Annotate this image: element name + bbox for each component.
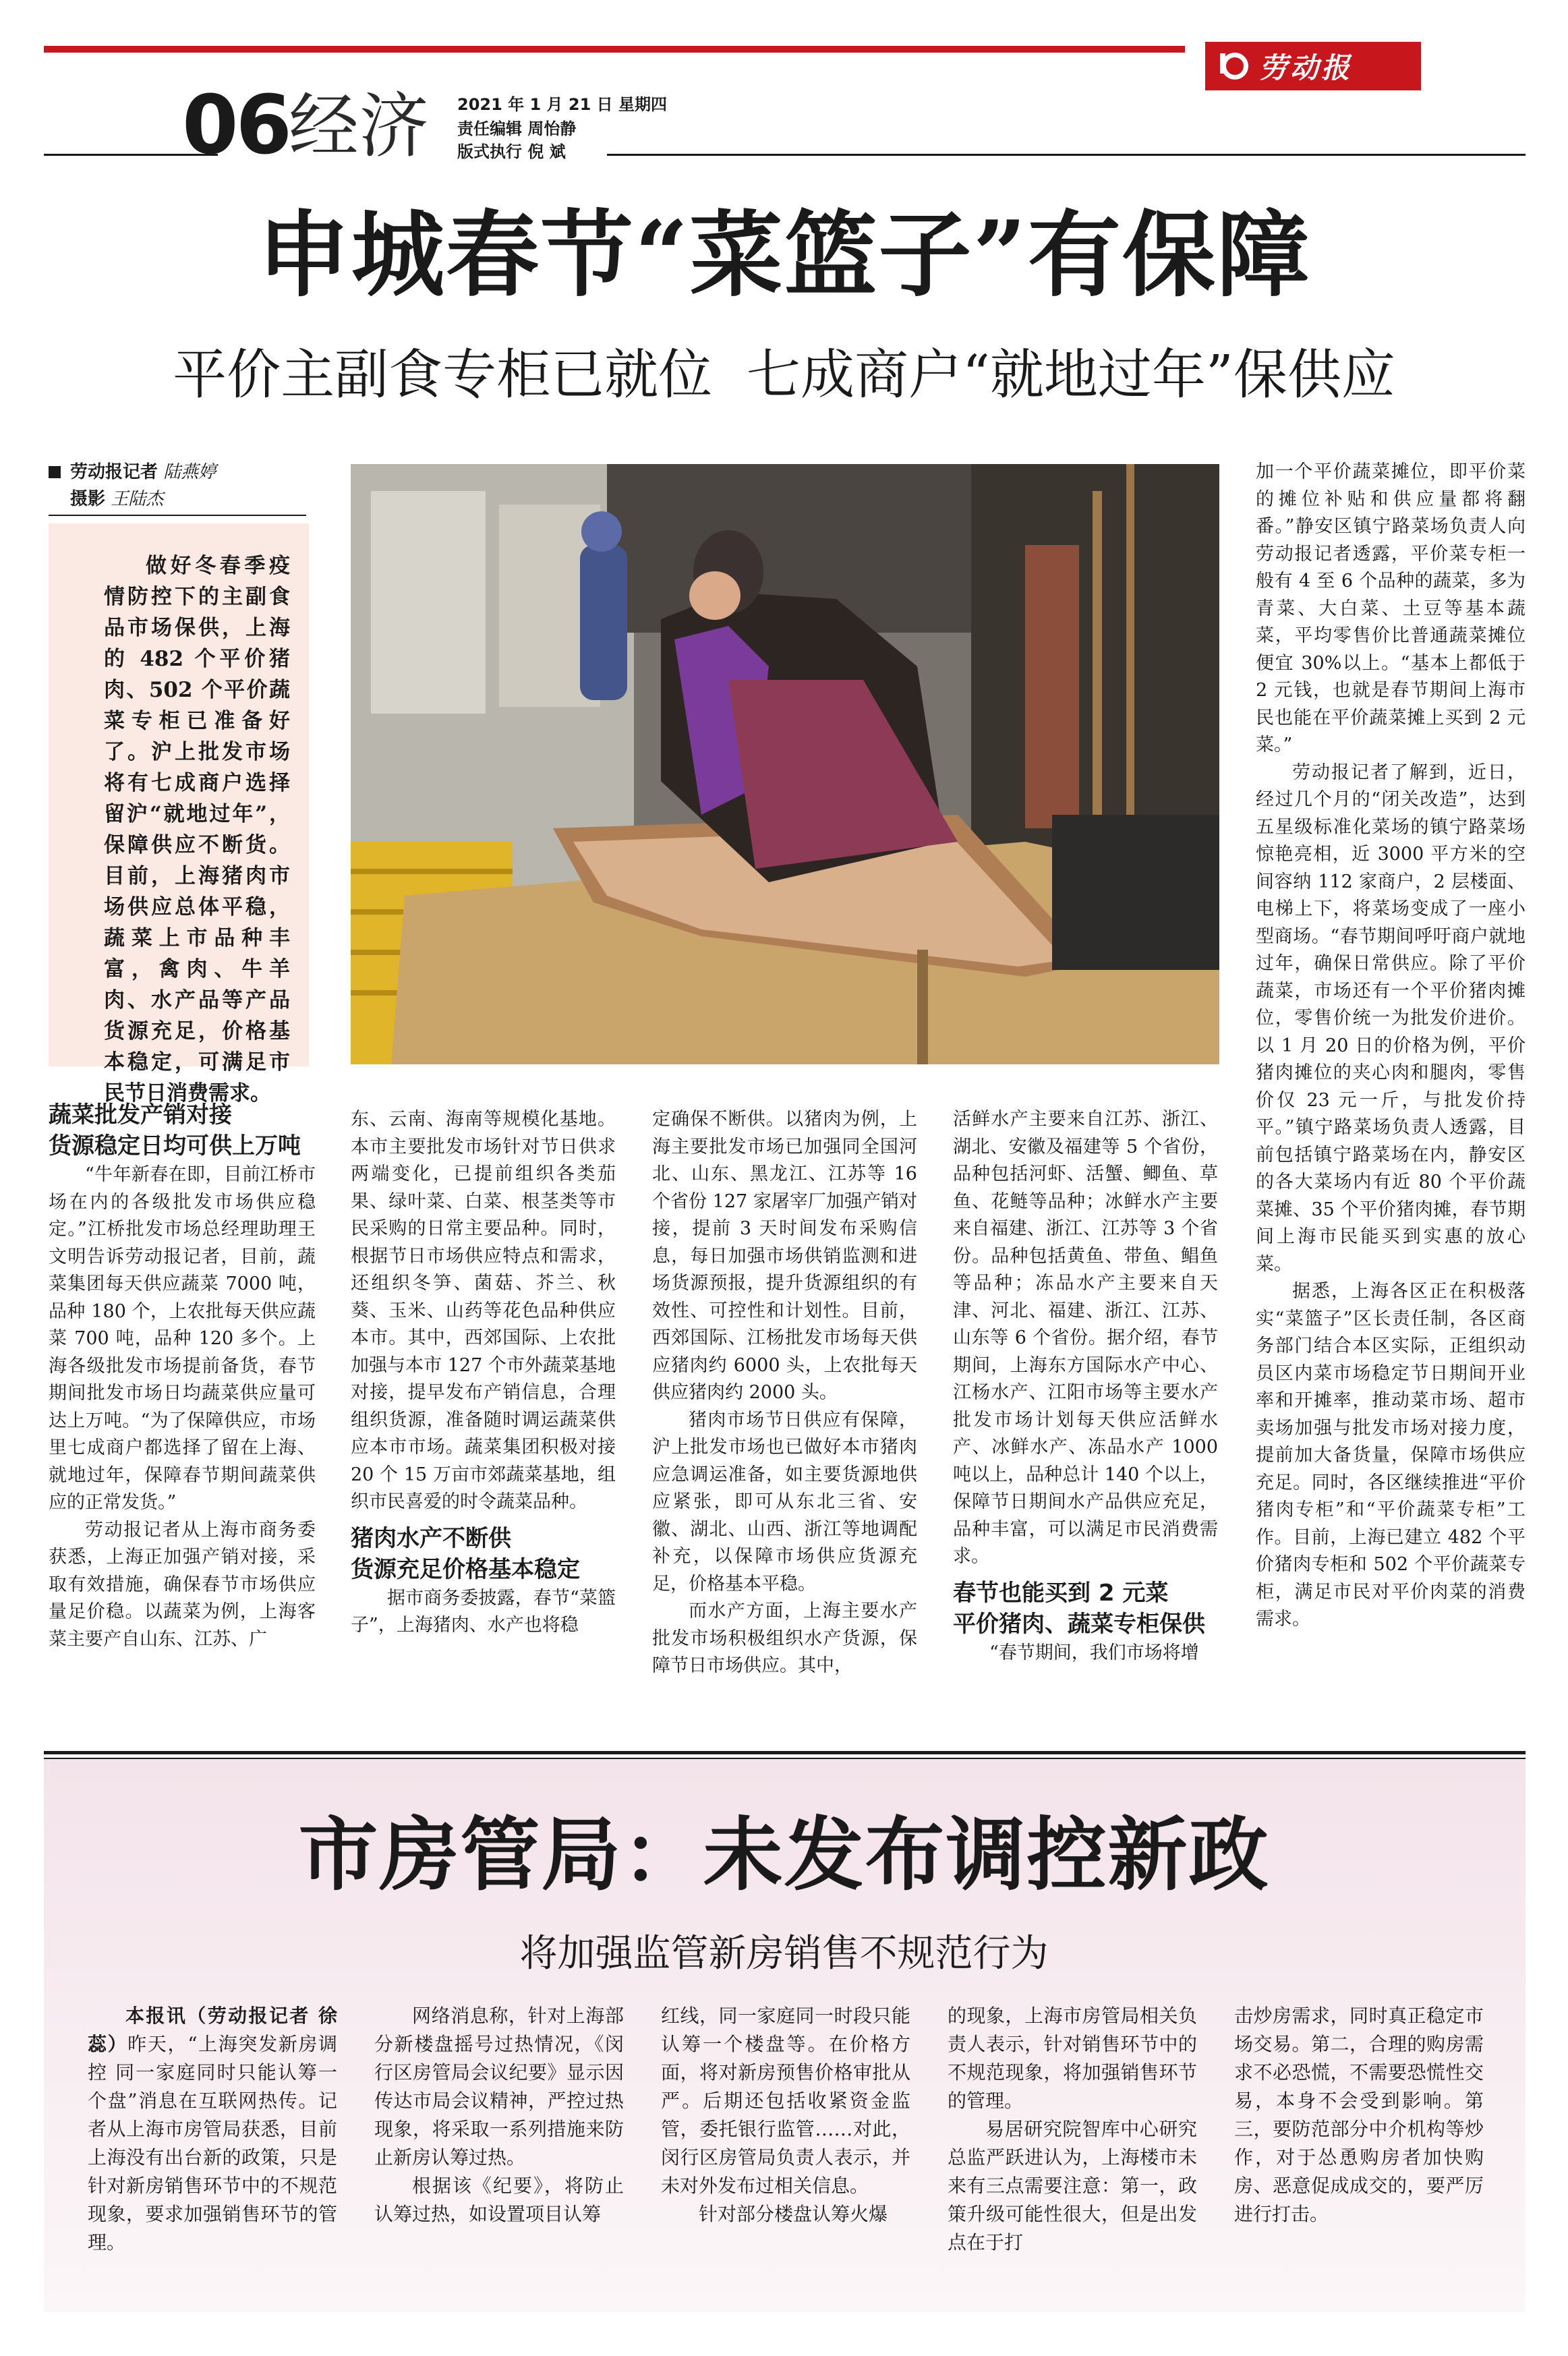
- market-photo: [351, 464, 1219, 1064]
- article2-col2-paragraph: 根据该《纪要》，将防止认筹过热，如设置项目认筹: [374, 2175, 624, 2225]
- col2-paragraph: 东、云南、海南等规模化基地。本市主要批发市场针对节日供求两端变化，已提前组织各类茄果、绿叶菜、白菜、根茎类等市民采购的日常主要品种。同时，根据节日市场供应特点和需求，还组织冬笋、菌菇、芥兰、秋葵、玉米、山药等花色品种供应本市。其中，西郊国际、上农批加强与本市 127 个市外蔬菜基地对接，提早发布产销信息，合理组织货源，准备随时调运蔬菜供应本市市场。蔬菜集团积极对接 20 个 15 万亩市郊蔬菜基地，组织市民喜爱的时令蔬菜品种。: [351, 1109, 616, 1512]
- col3-paragraph: 猪肉市场节日供应有保障，沪上批发市场也已做好本市猪肉应急调运准备，如主要货源地供应紧张，即可从东北三省、安徽、湖北、山西、浙江等地调配补充，以保障市场供应货源充足，价格基本平稳。: [652, 1409, 917, 1594]
- col3-paragraph: 而水产方面，上海主要水产批发市场积极组织水产货源，保障节日市场供应。其中，: [652, 1601, 917, 1676]
- editor-line: 责任编辑 周怡静: [457, 119, 577, 138]
- layout-line: 版式执行 倪 斌: [457, 142, 566, 161]
- article2-top-rule-thick: [44, 1751, 1526, 1754]
- article2-col4-paragraph: 易居研究院智库中心研究总监严跃进认为，上海楼市未来有三点需要注意：第一，政策升级可能性很大，但是出发点在于打: [948, 2118, 1197, 2253]
- byline-rule: [49, 515, 306, 516]
- byline-photo-label: 摄影: [70, 489, 106, 509]
- article2-col2-paragraph: 网络消息称，针对上海部分新楼盘摇号过热情况，《闵行区房管局会议纪要》显示因传达市局会议精神，严控过热现象，将采取一系列措施来防止新房认筹过热。: [374, 2005, 624, 2168]
- article2-headline: 市房管局：未发布调控新政: [298, 1808, 1270, 1901]
- top-red-rule: [44, 46, 1185, 53]
- article1-column-2: [351, 1106, 616, 1640]
- col3-paragraph: 定确保不断供。以猪肉为例，上海主要批发市场已加强同全国河北、山东、黑龙江、江苏等 16 个省份 127 家屠宰厂加强产销对接，提前 3 天时间发布采购信息，每日加强市场供销监测和进场货源预报，提升货源组织的有效性、可控性和计划性。目前，西郊国际、江杨批发市场每天供应猪肉约 6000 头，上农批每天供应猪肉约 2000 头。: [652, 1109, 917, 1403]
- col2-subhead: 猪肉水产不断供 货源充足价格基本稳定: [351, 1524, 580, 1583]
- article2-column-2: [374, 2002, 624, 2229]
- article1-column-1: [49, 1099, 316, 1653]
- summary-text: 做好冬春季疫情防控下的主副食品市场保供，上海的 482 个平价猪肉、502 个平价蔬菜专柜已准备好了。沪上批发市场将有七成商户选择留沪“就地过年”，保障供应不断货。目前，上海猪肉市场供应总体平稳，蔬菜上市品种丰富，禽肉、牛羊肉、水产品等产品货源充足，价格基本稳定，可满足市民节日消费需求。: [104, 554, 290, 1105]
- article1-column-5: [1256, 459, 1526, 1634]
- col5-paragraph: 据悉，上海各区正在积极落实“菜篮子”区长责任制，各区商务部门结合本区实际，正组织动员区内菜市场稳定节日期间开业率和开摊率，推动菜市场、超市卖场加强与批发市场对接力度，提前加大备货量，保障市场供应充足。同时，各区继续推进“平价猪肉专柜”和“平价蔬菜专柜”工作。目前，上海已建立 482 个平价猪肉专柜和 502 个平价蔬菜专柜，满足市民对平价肉菜的消费需求。: [1256, 1281, 1526, 1630]
- col1-paragraph: 劳动报记者从上海市商务委获悉，上海正加强产销对接，采取有效措施，确保春节市场供应量足价稳。以蔬菜为例，上海客菜主要产自山东、江苏、广: [49, 1519, 316, 1650]
- article2-column-1: [88, 2002, 337, 2257]
- article2-lead-label: 本报讯（劳动报记者 徐蕊）: [88, 2005, 337, 2055]
- article2-col3-paragraph: 红线，同一家庭同一时段只能认筹一个楼盘等。在价格方面，将对新房预售价格审批从严。后期还包括收紧资金监管，委托银行监管……对此，闵行区房管局负责人表示，并未对外发布过相关信息。: [661, 2005, 910, 2197]
- byline-square-icon: [49, 466, 61, 478]
- article2-column-3: [661, 2002, 910, 2229]
- article1-column-3: [652, 1106, 917, 1680]
- col1-paragraph: “牛年新春在即，目前江桥市场在内的各级批发市场供应稳定。”江桥批发市场总经理助理王文明告诉劳动报记者，目前，蔬菜集团每天供应蔬菜 7000 吨，品种 180 个，上农批每天供应蔬菜 700 吨，品种 120 多个。上海各级批发市场提前备货，春节期间批发市场日均蔬菜供应量可达上万吨。“为了保障供应，市场里七成商户都选择了留在上海、就地过年，保障春节期间蔬菜供应的正常发货。”: [49, 1164, 316, 1513]
- article1-column-4: [953, 1106, 1218, 1667]
- col5-paragraph: 劳动报记者了解到，近日，经过几个月的“闭关改造”，达到五星级标准化菜场的镇宁路菜场惊艳亮相，近 3000 平方米的空间容纳 112 家商户，2 层楼面、电梯上下，将菜场变成了一座小型商场。“春节期间呼吁商户就地过年，确保日常供应。除了平价蔬菜，市场还有一个平价猪肉摊位，零售价统一为批发价进价。以 1 月 20 日的价格为例，平价猪肉摊位的夹心肉和腿肉，零售价仅 23 元一斤，与批发价持平。”镇宁路菜场负责人透露，目前包括镇宁路菜场在内，静安区的各大菜场内有近 80 个平价蔬菜摊、35 个平价猪肉摊，春节期间上海市民能买到实惠的放心菜。: [1256, 762, 1526, 1275]
- date-line: 2021 年 1 月 21 日 星期四: [457, 95, 668, 114]
- summary-box: [49, 523, 309, 1105]
- article2-lead: [88, 2002, 337, 2257]
- section-name: 经济: [289, 85, 430, 167]
- article2-subheadline: 将加强监管新房销售不规范行为: [519, 1932, 1049, 1976]
- col4-paragraph: “春节期间，我们市场将增: [989, 1642, 1199, 1663]
- byline-reporter-name: 陆燕婷: [163, 462, 216, 482]
- col5-paragraph: 加一个平价蔬菜摊位，即平价菜的摊位补贴和供应量都将翻番。”静安区镇宁路菜场负责人向劳动报记者透露，平价菜专柜一般有 4 至 6 个品种的蔬菜，多为青菜、大白菜、土豆等基本蔬菜，平均零售价比普通蔬菜摊位便宜 30%以上。“基本上都低于 2 元钱，也就是春节期间上海市民也能在平价蔬菜摊上买到 2 元菜。”: [1256, 461, 1526, 755]
- col4-paragraph: 活鲜水产主要来自江苏、浙江、湖北、安徽及福建等 5 个省份，品种包括河虾、活蟹、鲫鱼、草鱼、花鲢等品种；冰鲜水产主要来自福建、浙江、江苏等 3 个省份。品种包括黄鱼、带鱼、鲳鱼等品种；冻品水产主要来自天津、河北、福建、浙江、江苏、山东等 6 个省份。据介绍，春节期间，上海东方国际水产中心、江杨水产、江阳市场等主要水产批发市场计划每天供应活鲜水产、冰鲜水产、冻品水产 1000 吨以上，品种总计 140 个以上，保障节日期间水产品供应充足，品种丰富，可以满足市民消费需求。: [953, 1109, 1218, 1567]
- article1-headline: 申城春节“菜篮子”有保障: [257, 200, 1311, 310]
- header-right-rule: [607, 154, 1526, 156]
- logo-text: 劳动报: [1259, 51, 1353, 84]
- logo-mark-icon: [1221, 53, 1248, 80]
- article2-lead-text: 昨天，“上海突发新房调控 同一家庭同时只能认筹一个盘”消息在互联网热传。记者从上海市房管局获悉，目前上海没有出台新的政策，只是针对新房销售环节中的不规范现象，要求加强销售环节的管理。: [88, 2033, 337, 2253]
- article2-column-4: [948, 2002, 1197, 2257]
- article2-col5-paragraph: 击炒房需求，同时真正稳定市场交易。第二，合理的购房需求不必恐慌，不需要恐慌性交易，本身不会受到影响。第三，要防范部分中介机构等炒作，对于怂恿购房者加快购房、恶意促成成交的，要严厉进行打击。: [1234, 2005, 1484, 2225]
- byline-reporter-label: 劳动报记者: [70, 462, 158, 482]
- article2-column-5: [1234, 2002, 1484, 2229]
- page-number: 06: [182, 79, 289, 173]
- byline: [49, 459, 216, 513]
- col1-subhead: 蔬菜批发产销对接 货源稳定日均可供上万吨: [49, 1101, 301, 1159]
- byline-photo-name: 王陆杰: [111, 489, 164, 509]
- article2-col3-paragraph: 针对部分楼盘认筹火爆: [699, 2203, 888, 2225]
- col4-subhead: 春节也能买到 2 元菜 平价猪肉、蔬菜专柜保供: [953, 1579, 1205, 1638]
- paper-logo: [1205, 42, 1421, 90]
- col2-paragraph: 据市商务委披露，春节“菜篮子”，上海猪肉、水产也将稳: [351, 1587, 616, 1636]
- article1-subheadline: 平价主副食专柜已就位 七成商户“就地过年”保供应: [173, 343, 1395, 406]
- market-photo-illustration: [351, 464, 1219, 1064]
- article2-col4-paragraph: 的现象，上海市房管局相关负责人表示，针对销售环节中的不规范现象，将加强销售环节的管理。: [948, 2005, 1197, 2112]
